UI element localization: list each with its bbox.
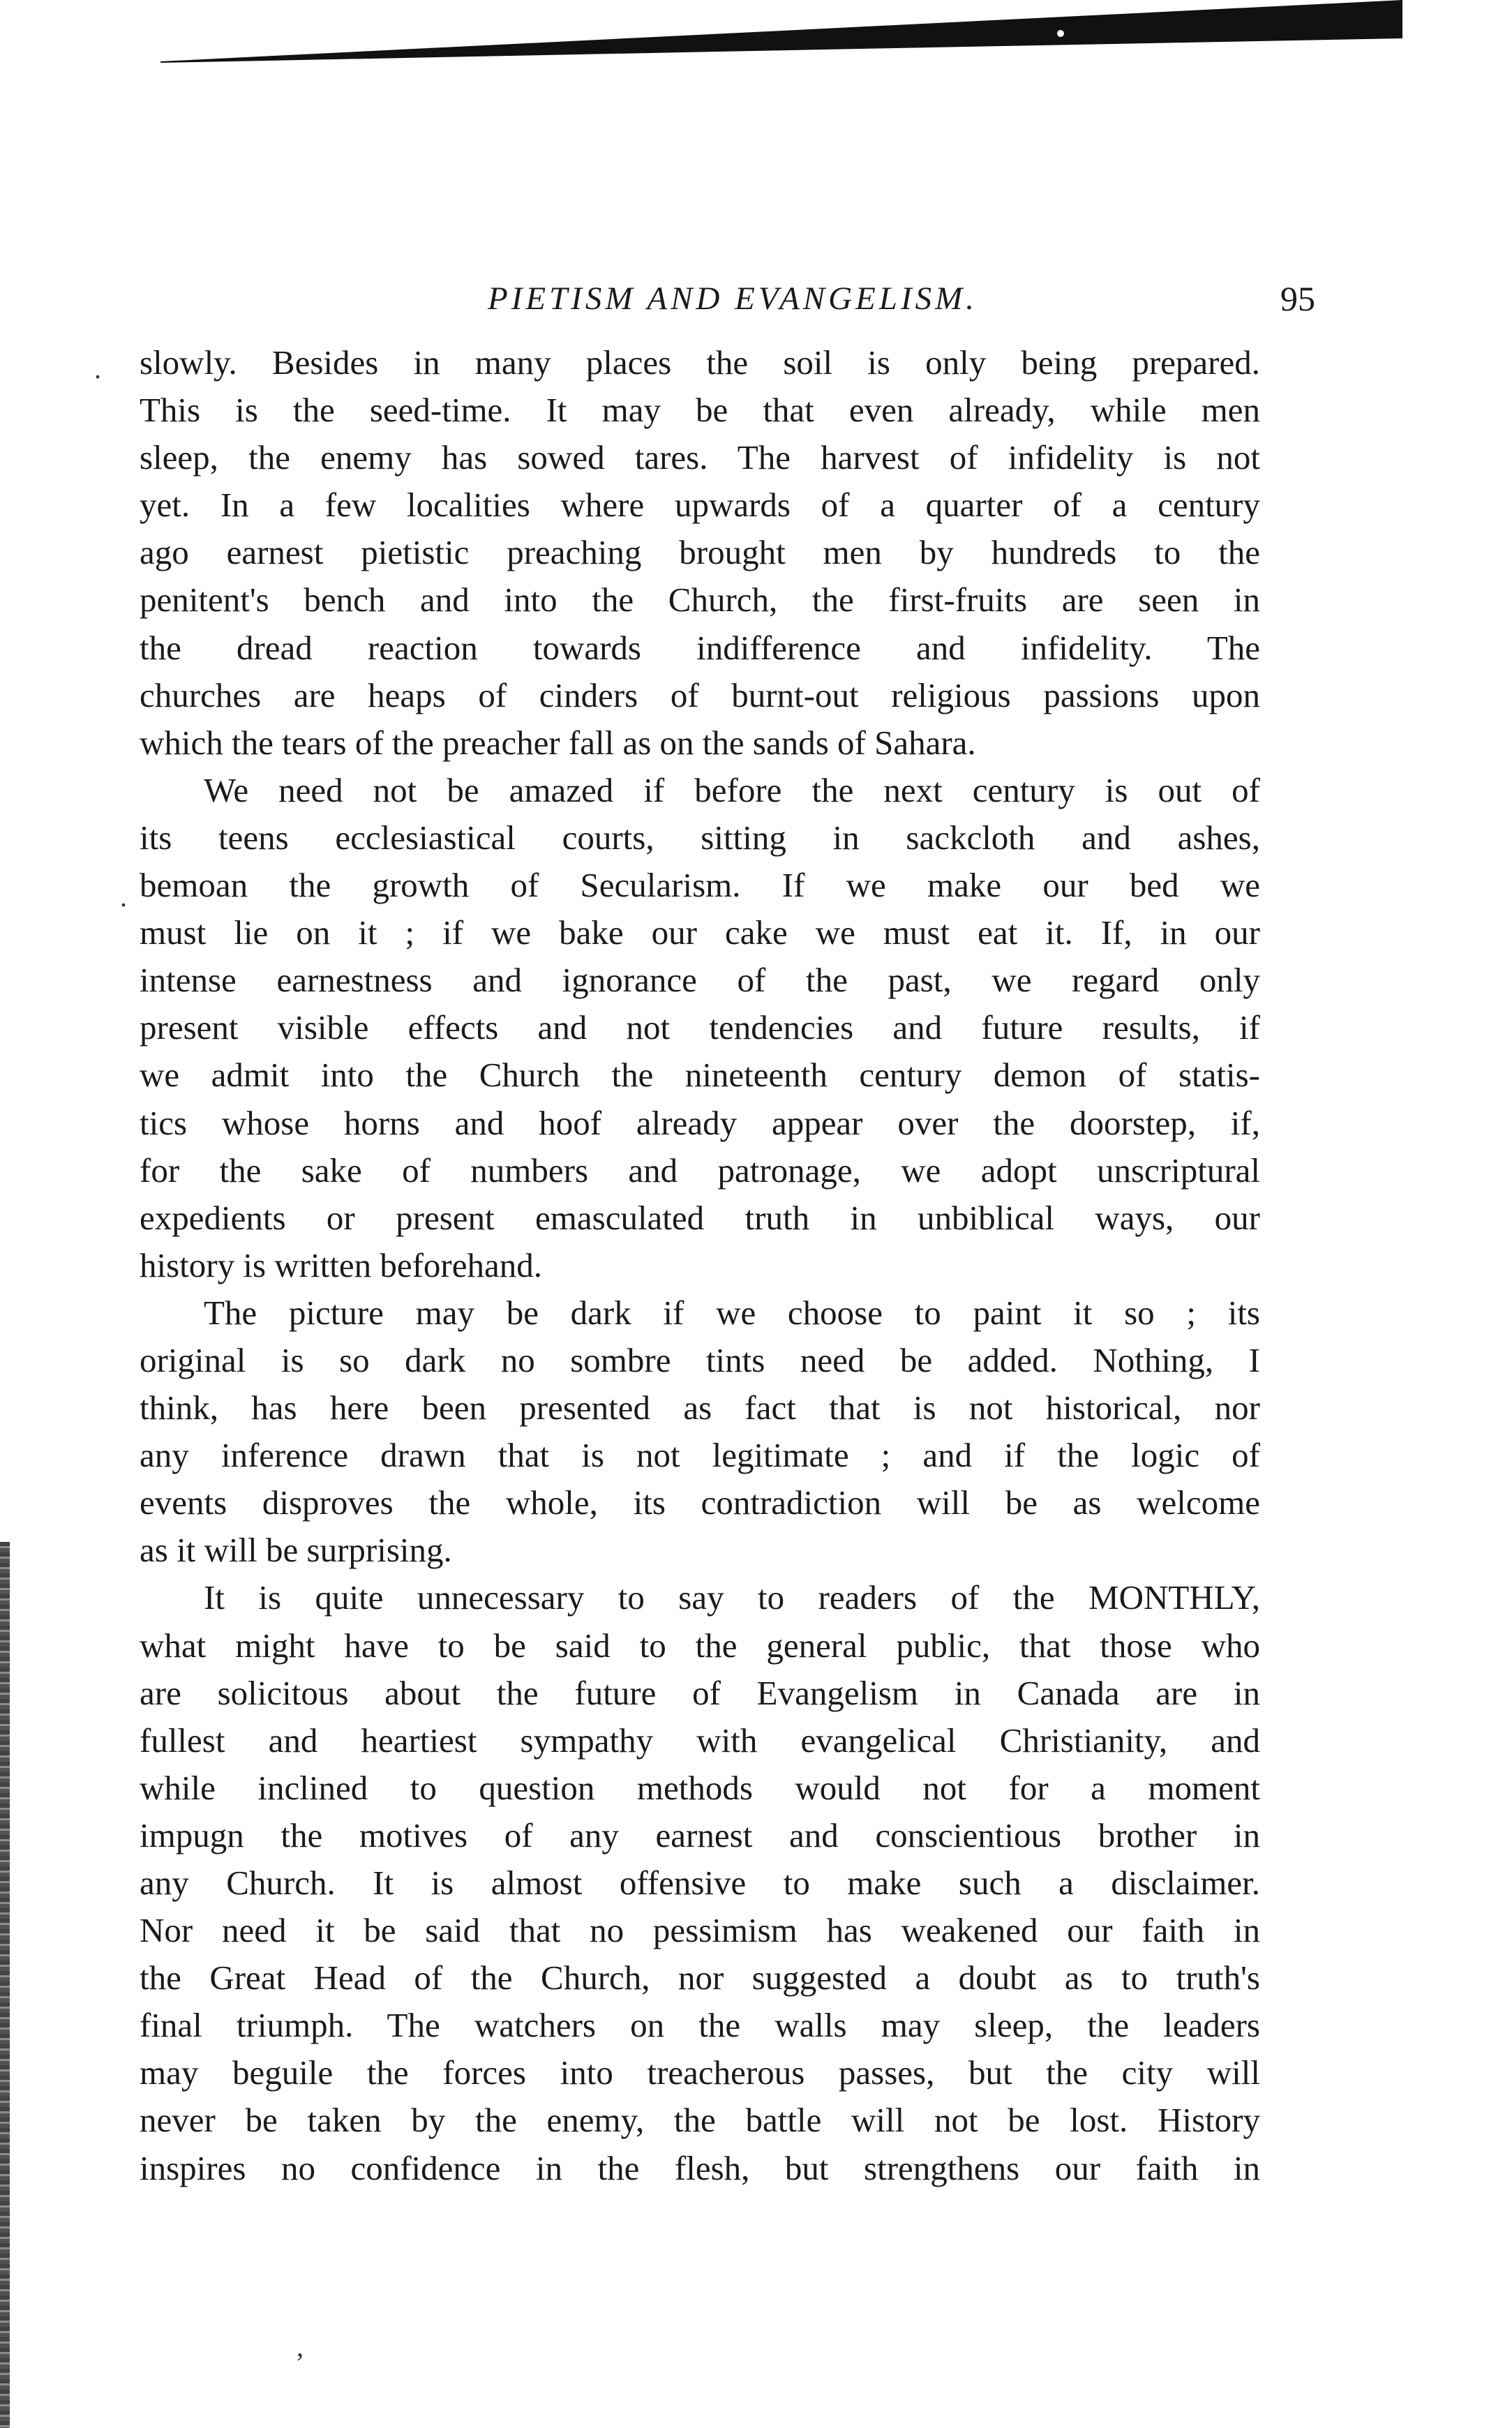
page-binding-edge <box>0 1542 10 2428</box>
paragraph <box>140 767 1260 1289</box>
text-line: ago earnest pietistic preaching brought men by hundreds to the <box>140 533 1260 572</box>
paragraph <box>140 339 1260 767</box>
paragraph <box>140 1574 1260 2191</box>
text-line: what might have to be said to the general public, that those who <box>140 1626 1260 1665</box>
text-line: history is written beforehand. <box>140 1245 542 1284</box>
text-line: It is quite unnecessary to say to readers of the MONTHLY, <box>204 1578 1260 1617</box>
text-line: the dread reaction towards indifference and infidelity. The <box>140 628 1260 667</box>
page-header <box>140 271 1326 327</box>
text-line: any Church. It is almost offensive to make such a disclaimer. <box>140 1864 1260 1902</box>
text-line: We need not be amazed if before the next century is out of <box>204 770 1260 809</box>
text-line: which the tears of the preacher fall as on the sands of Sahara. <box>140 723 976 762</box>
text-line: intense earnestness and ignorance of the past, we regard only <box>140 961 1260 1000</box>
text-line: may beguile the forces into treacherous passes, but the city will <box>140 2053 1260 2092</box>
text-line: The picture may be dark if we choose to paint it so ; its <box>204 1293 1260 1332</box>
text-line: tics whose horns and hoof already appear over the doorstep, if, <box>140 1103 1260 1142</box>
text-line: expedients or present emasculated truth in unbiblical ways, our <box>140 1198 1260 1237</box>
scan-speck: , <box>297 2331 304 2362</box>
page-number: 95 <box>1280 279 1315 318</box>
text-line: any inference drawn that is not legitimate ; and if the logic of <box>140 1436 1260 1475</box>
running-title: PIETISM AND EVANGELISM. <box>488 280 978 317</box>
scan-speck: . <box>94 353 101 384</box>
text-line: the Great Head of the Church, nor suggested a doubt as to truth's <box>140 1958 1260 1998</box>
text-line: inspires no confidence in the flesh, but strengthens our faith in <box>140 2148 1260 2187</box>
scan-speck: . <box>120 881 127 913</box>
text-line: are solicitous about the future of Evangelism in Canada are in <box>140 1673 1260 1712</box>
text-line: think, has here been presented as fact that is not historical, nor <box>140 1388 1260 1427</box>
text-line: sleep, the enemy has sowed tares. The harvest of infidelity is not <box>140 438 1260 477</box>
text-line: slowly. Besides in many places the soil is only being prepared. <box>140 343 1260 382</box>
text-line: churches are heaps of cinders of burnt-out religious passions upon <box>140 675 1260 714</box>
text-line: yet. In a few localities where upwards of a quarter of a century <box>140 486 1260 525</box>
text-line: Nor need it be said that no pessimism has weakened our faith in <box>140 1911 1260 1950</box>
text-line: original is so dark no sombre tints need be added. Nothing, I <box>140 1340 1260 1379</box>
text-line: we admit into the Church the nineteenth century demon of statis- <box>140 1056 1260 1095</box>
text-line: while inclined to question methods would not for a moment <box>140 1768 1260 1807</box>
text-line: events disproves the whole, its contradiction will be as welcome <box>140 1483 1260 1522</box>
text-line: This is the seed-time. It may be that even already, while men <box>140 391 1260 430</box>
text-line: bemoan the growth of Secularism. If we make our bed we <box>140 866 1260 905</box>
text-line: penitent's bench and into the Church, the first-fruits are seen in <box>140 580 1260 620</box>
text-line: for the sake of numbers and patronage, we adopt unscriptural <box>140 1151 1260 1190</box>
text-line: present visible effects and not tendencies and future results, if <box>140 1008 1260 1047</box>
text-line: fullest and heartiest sympathy with evangelical Christianity, and <box>140 1721 1260 1760</box>
text-line: impugn the motives of any earnest and conscientious brother in <box>140 1815 1260 1854</box>
text-line: as it will be surprising. <box>140 1531 452 1570</box>
paragraph <box>140 1289 1260 1575</box>
text-line: must lie on it ; if we bake our cake we must eat it. If, in our <box>140 913 1260 952</box>
scan-border-artifact <box>160 0 1402 66</box>
text-line: its teens ecclesiastical courts, sitting in sackcloth and ashes, <box>140 818 1260 857</box>
text-line: never be taken by the enemy, the battle will not be lost. History <box>140 2101 1260 2140</box>
body-text <box>140 339 1260 2192</box>
text-line: final triumph. The watchers on the walls may sleep, the leaders <box>140 2006 1260 2045</box>
